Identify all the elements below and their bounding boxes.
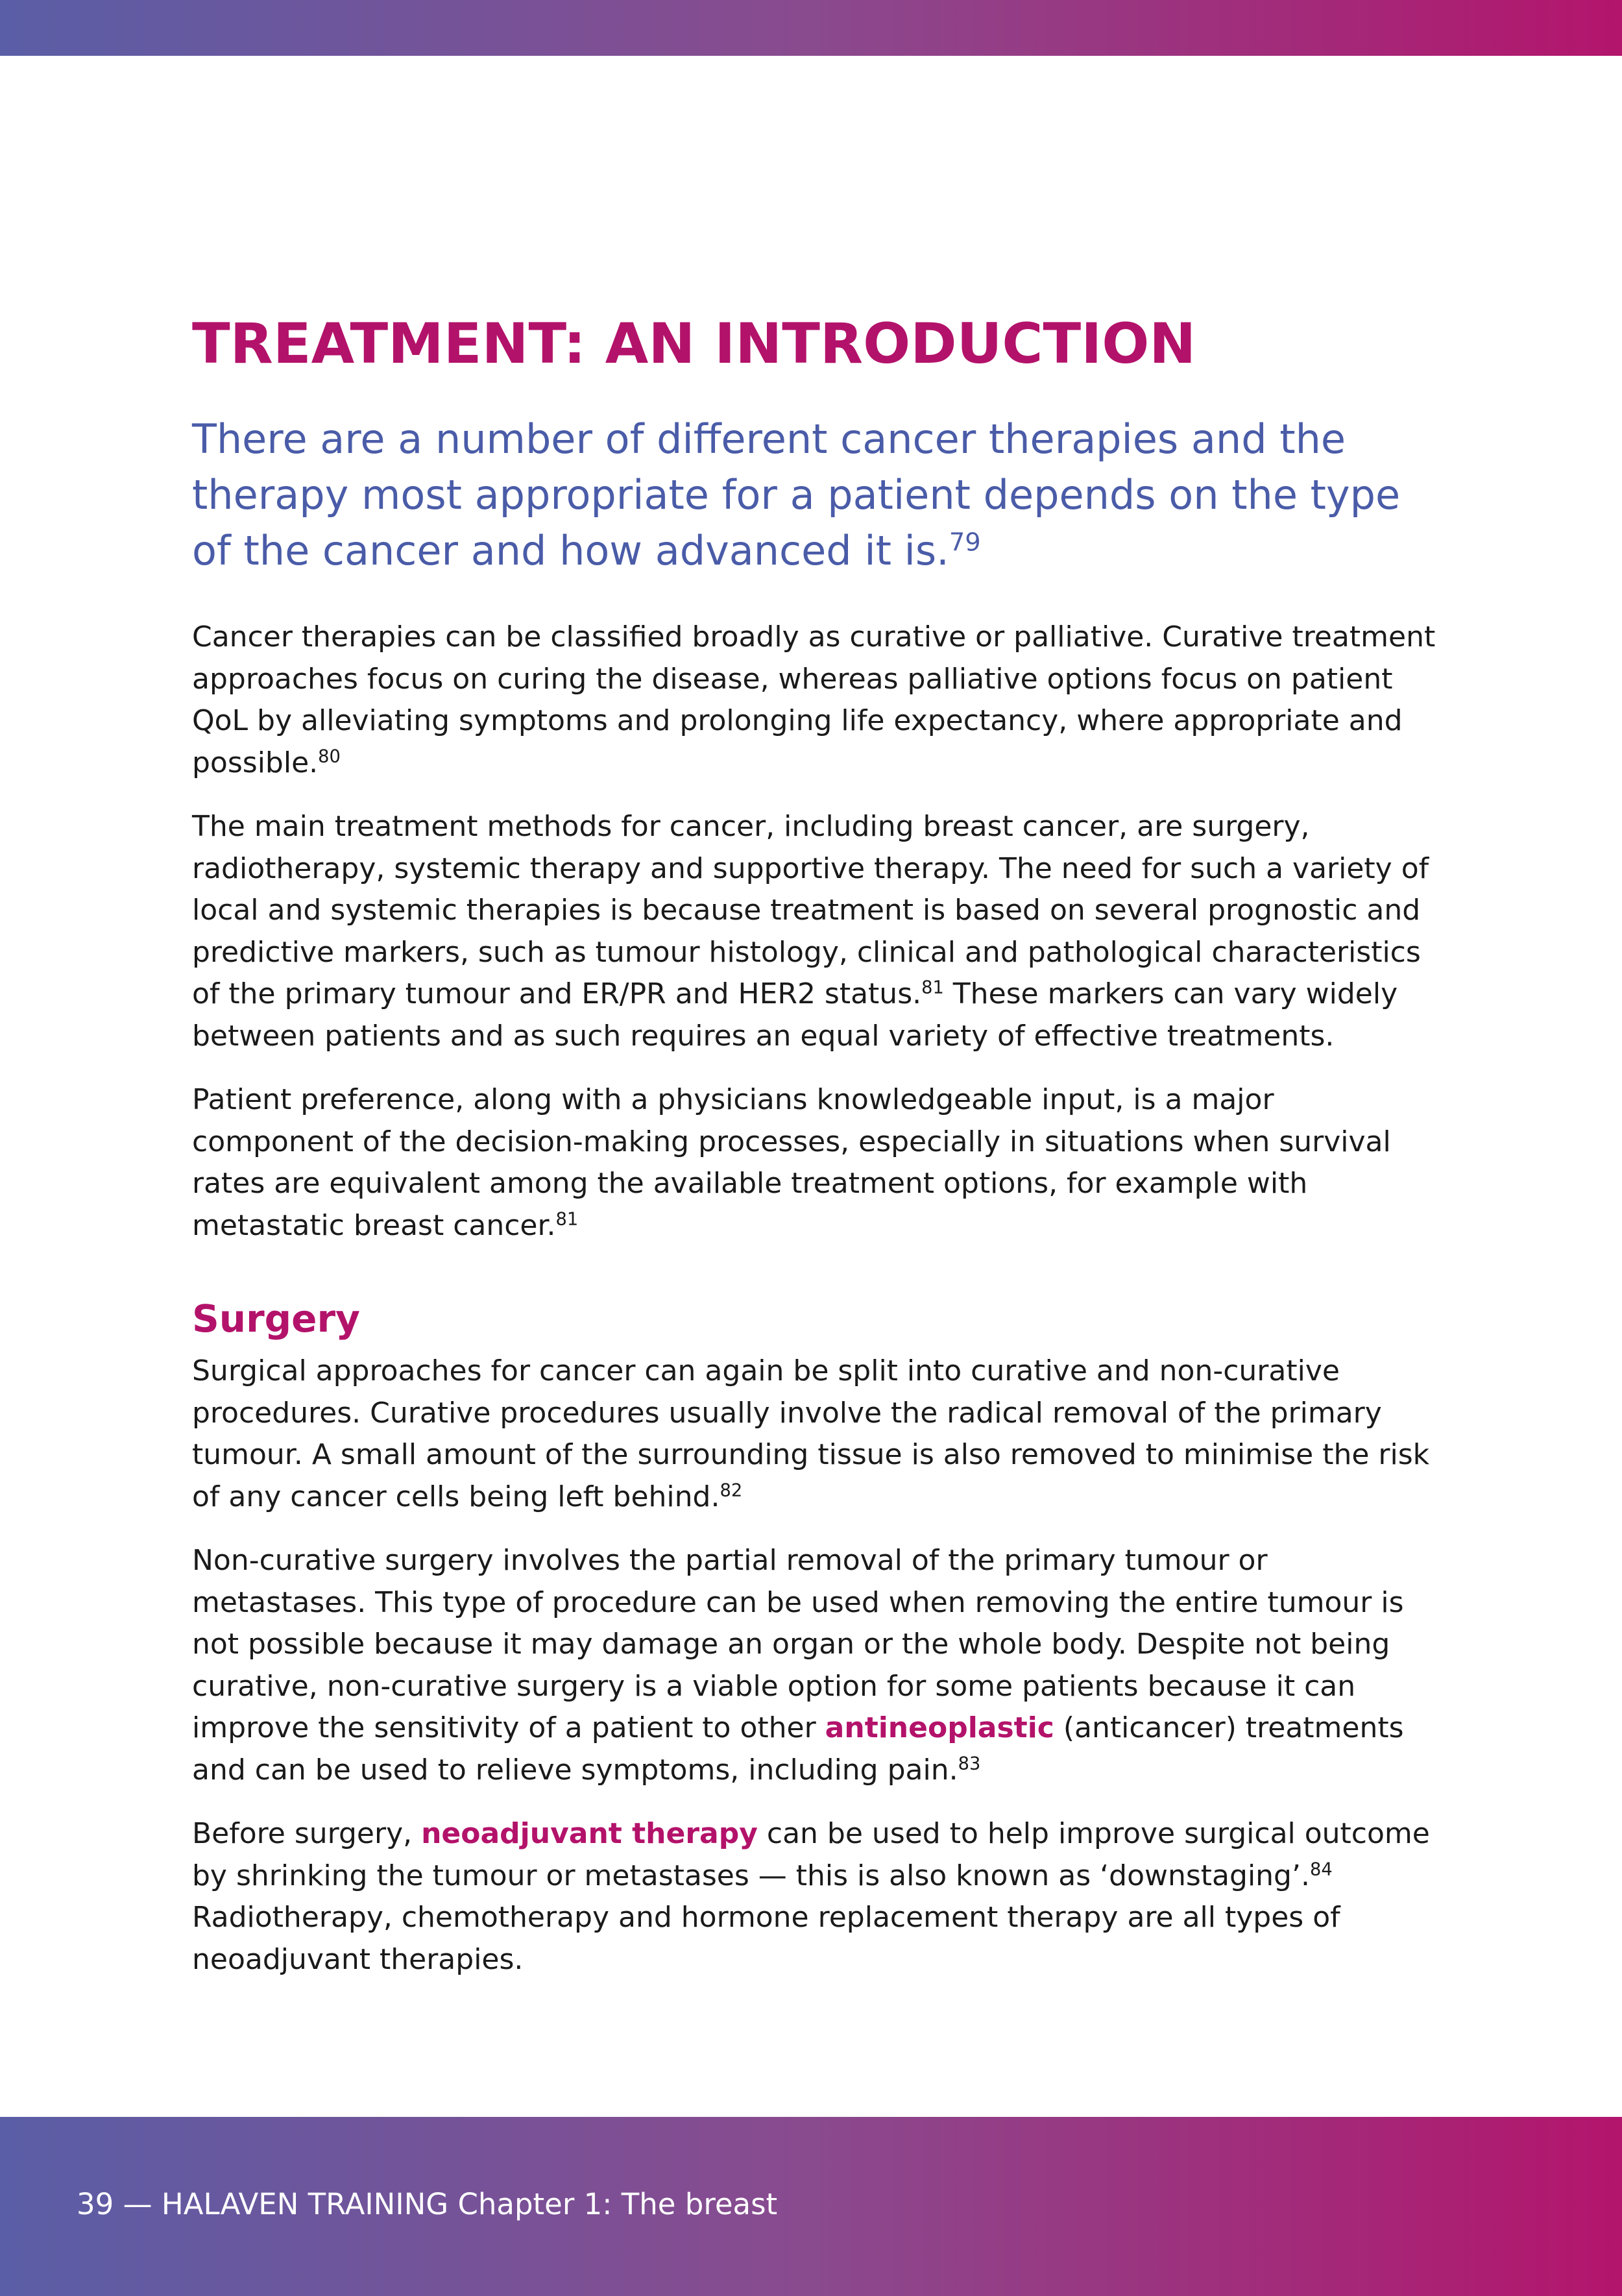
paragraph-text: Before surgery, bbox=[192, 1817, 422, 1850]
intro-text: There are a number of different cancer therapies and the therapy most appropriate for a patient depends on the type of the cancer and how advanced it is. bbox=[192, 415, 1401, 574]
paragraph-text: can be used to help improve surgical outcome by shrinking the tumour or metastases — this is also known as ‘downstaging’. bbox=[192, 1817, 1430, 1892]
reference: 84 bbox=[1309, 1859, 1333, 1879]
reference: 83 bbox=[958, 1753, 981, 1774]
paragraph-preference bbox=[192, 1079, 1438, 1247]
reference: 82 bbox=[720, 1480, 743, 1500]
intro-paragraph bbox=[192, 411, 1438, 579]
paragraph-text: (anticancer) treatments and can be used to relieve symptoms, including pain. bbox=[192, 1711, 1404, 1787]
page-content bbox=[192, 305, 1438, 2003]
header-band bbox=[0, 0, 1622, 56]
section-heading-surgery: Surgery bbox=[192, 1297, 360, 1341]
paragraph-non-curative bbox=[192, 1540, 1438, 1791]
paragraph-surgical-approaches bbox=[192, 1350, 1438, 1518]
paragraph-neoadjuvant bbox=[192, 1813, 1438, 1981]
paragraph-text: Cancer therapies can be classified broadly as curative or palliative. Curative treatment approaches focus on curing the disease, whereas palliative options focus on patient QoL by alleviating symptoms and prolonging life expectancy, where appropriate and possible. bbox=[192, 620, 1436, 779]
paragraph-text: Non-curative surgery involves the partial removal of the primary tumour or metastases. This type of procedure can be used when removing the entire tumour is not possible because it may damage an organ or the whole body. Despite not being curative, non-curative surgery is a viable option for some patients because it can improve the sensitivity of a patient to other bbox=[192, 1544, 1404, 1744]
paragraph-text: Patient preference, along with a physicians knowledgeable input, is a major component of the decision-making processes, especially in situations when survival rates are equivalent among the available treatment options, for example with metastatic breast cancer. bbox=[192, 1083, 1391, 1242]
page-title: TREATMENT: AN INTRODUCTION bbox=[192, 311, 1196, 376]
paragraph-methods bbox=[192, 806, 1438, 1057]
paragraph-text: Surgical approaches for cancer can again be split into curative and non-curative procedures. Curative procedures usually involve the radical removal of the primary tumour. A small amount of the surrounding tissue is also removed to minimise the risk of any cancer cells being left behind. bbox=[192, 1354, 1430, 1513]
reference: 81 bbox=[555, 1208, 579, 1229]
reference: 80 bbox=[318, 746, 341, 766]
glossary-term-neoadjuvant: neoadjuvant therapy bbox=[421, 1817, 758, 1850]
footer-text: 39 — HALAVEN TRAINING Chapter 1: The breast bbox=[77, 2187, 778, 2221]
paragraph-text: The main treatment methods for cancer, including breast cancer, are surgery, radiotherapy, systemic therapy and supportive therapy. The need for such a variety of local and systemic therapies is because treatment is based on several prognostic and predictive markers, such as tumour histology, clinical and pathological characteristics of the primary tumour and ER/PR and HER2 status. bbox=[192, 810, 1429, 1010]
glossary-term-antineoplastic: antineoplastic bbox=[825, 1711, 1054, 1744]
paragraph-classification bbox=[192, 617, 1438, 784]
reference: 81 bbox=[921, 977, 944, 998]
paragraph-text: These markers can vary widely between patients and as such requires an equal variety of effective treatments. bbox=[192, 977, 1398, 1053]
paragraph-text: Radiotherapy, chemotherapy and hormone replacement therapy are all types of neoadjuvant therapies. bbox=[192, 1901, 1340, 1976]
intro-reference: 79 bbox=[949, 528, 981, 557]
